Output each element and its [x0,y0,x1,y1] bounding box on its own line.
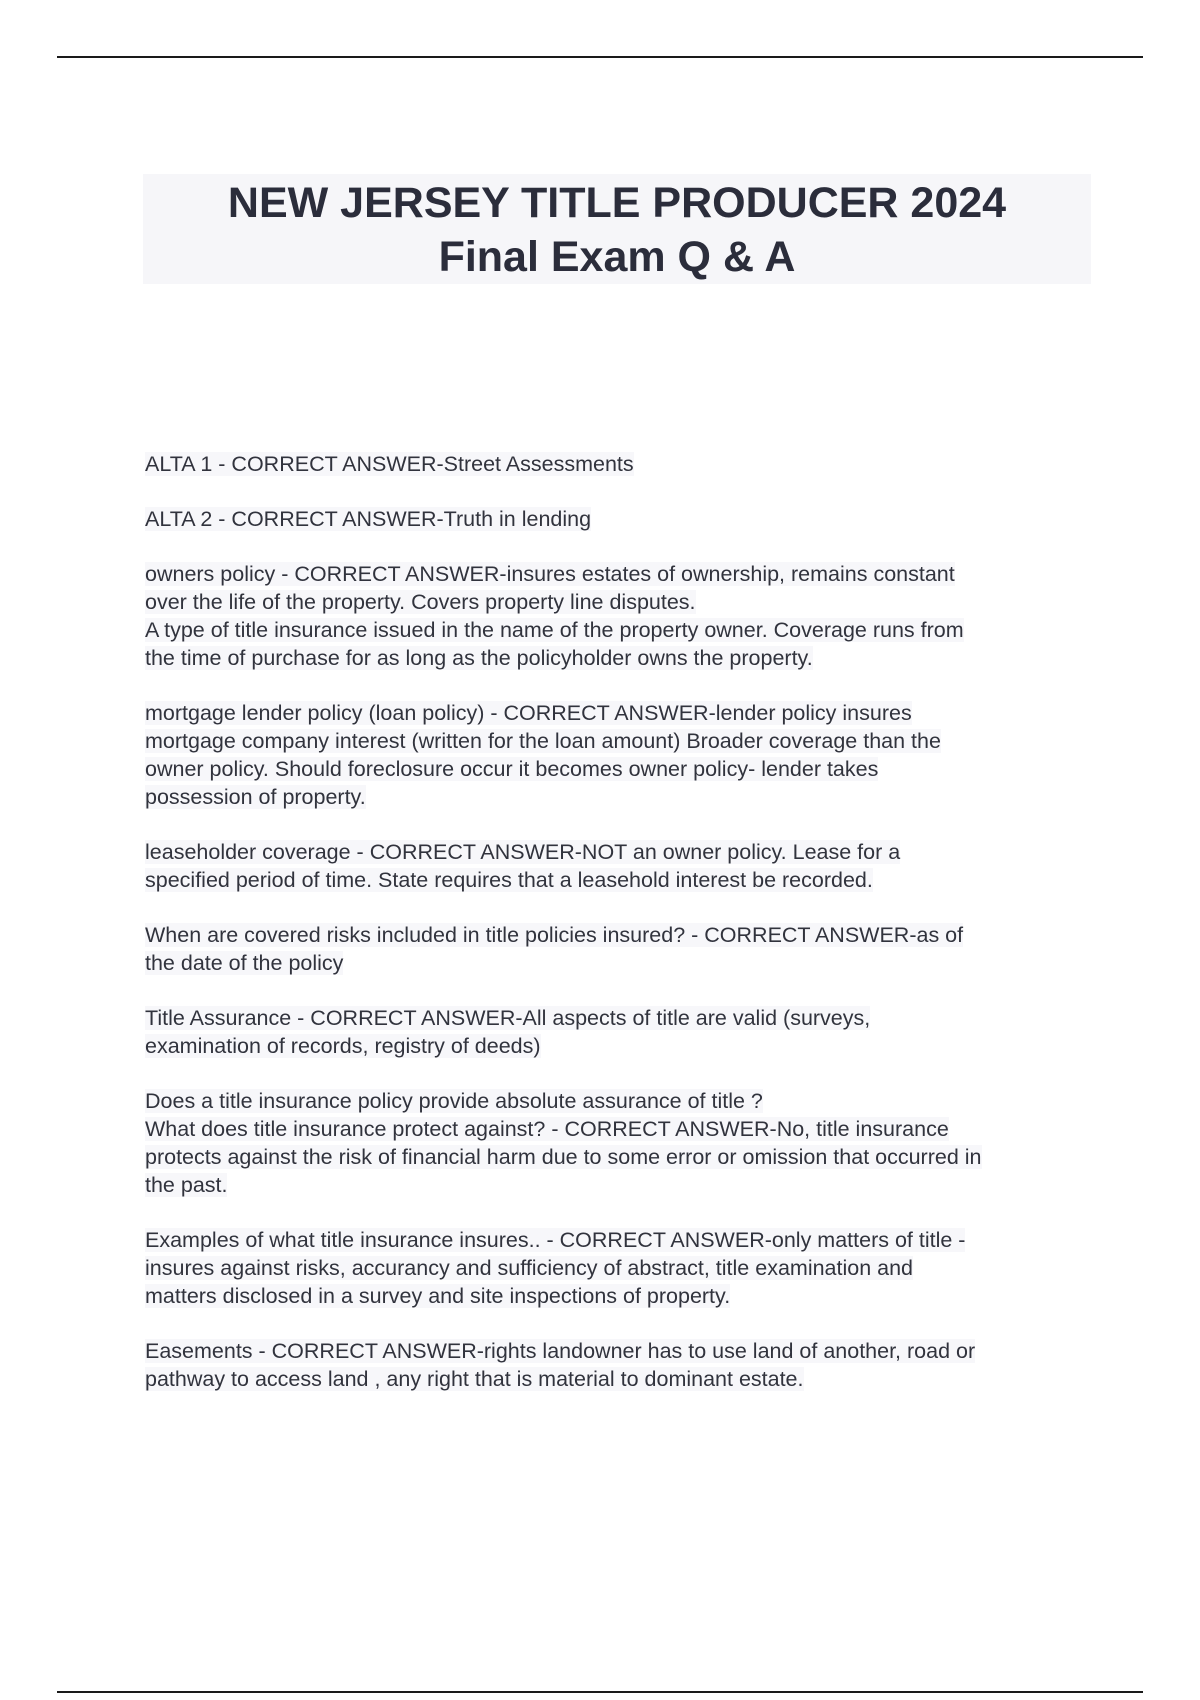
qa-text: When are covered risks included in title policies insured? - CORRECT ANSWER-as of [145,923,964,947]
qa-item [145,921,1095,977]
qa-text: mortgage company interest (written for the loan amount) Broader coverage than the [145,729,941,753]
qa-text: owners policy - CORRECT ANSWER-insures estates of ownership, remains constant [145,562,955,586]
qa-item [145,450,1095,478]
qa-text: Does a title insurance policy provide absolute assurance of title ? [145,1089,763,1113]
qa-text: insures against risks, accurancy and sufficiency of abstract, title examination and [145,1256,914,1280]
qa-text: the past. [145,1173,228,1197]
qa-line [145,1254,1095,1282]
qa-text: Title Assurance - CORRECT ANSWER-All aspects of title are valid (surveys, [145,1006,871,1030]
qa-line [145,1143,1095,1171]
qa-text: matters disclosed in a survey and site inspections of property. [145,1284,731,1308]
qa-text: the time of purchase for as long as the policyholder owns the property. [145,646,813,670]
bottom-rule [57,1691,1143,1693]
qa-text: ALTA 2 - CORRECT ANSWER-Truth in lending [145,507,592,531]
title-block [143,174,1091,284]
qa-item [145,1337,1095,1393]
qa-line [145,949,1095,977]
qa-line [145,1115,1095,1143]
qa-line [145,1365,1095,1393]
qa-item [145,699,1095,811]
qa-line [145,450,1095,478]
qa-text: Easements - CORRECT ANSWER-rights landowner has to use land of another, road or [145,1339,976,1363]
qa-line [145,1004,1095,1032]
qa-text: the date of the policy [145,951,344,975]
qa-item [145,838,1095,894]
qa-line [145,616,1095,644]
qa-item [145,1087,1095,1199]
qa-line [145,699,1095,727]
qa-line [145,1337,1095,1365]
qa-line [145,755,1095,783]
qa-text: mortgage lender policy (loan policy) - CORRECT ANSWER-lender policy insures [145,701,912,725]
qa-line [145,921,1095,949]
qa-line [145,560,1095,588]
qa-text: specified period of time. State requires that a leasehold interest be recorded. [145,868,873,892]
qa-text: examination of records, registry of deeds) [145,1034,541,1058]
qa-text: What does title insurance protect against? - CORRECT ANSWER-No, title insurance [145,1117,949,1141]
qa-item [145,560,1095,672]
qa-line [145,588,1095,616]
qa-line [145,1171,1095,1199]
qa-text: ALTA 1 - CORRECT ANSWER-Street Assessments [145,452,634,476]
document-title: NEW JERSEY TITLE PRODUCER 2024 [227,179,1007,227]
qa-text: over the life of the property. Covers property line disputes. [145,590,696,614]
qa-item [145,1226,1095,1310]
qa-text: protects against the risk of financial harm due to some error or omission that occurred in [145,1145,982,1169]
qa-text: pathway to access land , any right that is material to dominant estate. [145,1367,804,1391]
qa-list [145,450,1095,1420]
qa-line [145,644,1095,672]
qa-text: A type of title insurance issued in the name of the property owner. Coverage runs from [145,618,964,642]
qa-item [145,505,1095,533]
qa-line [145,505,1095,533]
qa-line [145,1282,1095,1310]
qa-line [145,1032,1095,1060]
document-subtitle: Final Exam Q & A [438,233,796,281]
qa-text: Examples of what title insurance insures.. - CORRECT ANSWER-only matters of title - [145,1228,966,1252]
top-rule [57,56,1143,58]
qa-item [145,1004,1095,1060]
qa-line [145,727,1095,755]
qa-text: leaseholder coverage - CORRECT ANSWER-NOT an owner policy. Lease for a [145,840,901,864]
qa-line [145,1226,1095,1254]
qa-line [145,783,1095,811]
qa-text: owner policy. Should foreclosure occur it becomes owner policy- lender takes [145,757,879,781]
qa-line [145,866,1095,894]
qa-text: possession of property. [145,785,366,809]
qa-line [145,1087,1095,1115]
qa-line [145,838,1095,866]
